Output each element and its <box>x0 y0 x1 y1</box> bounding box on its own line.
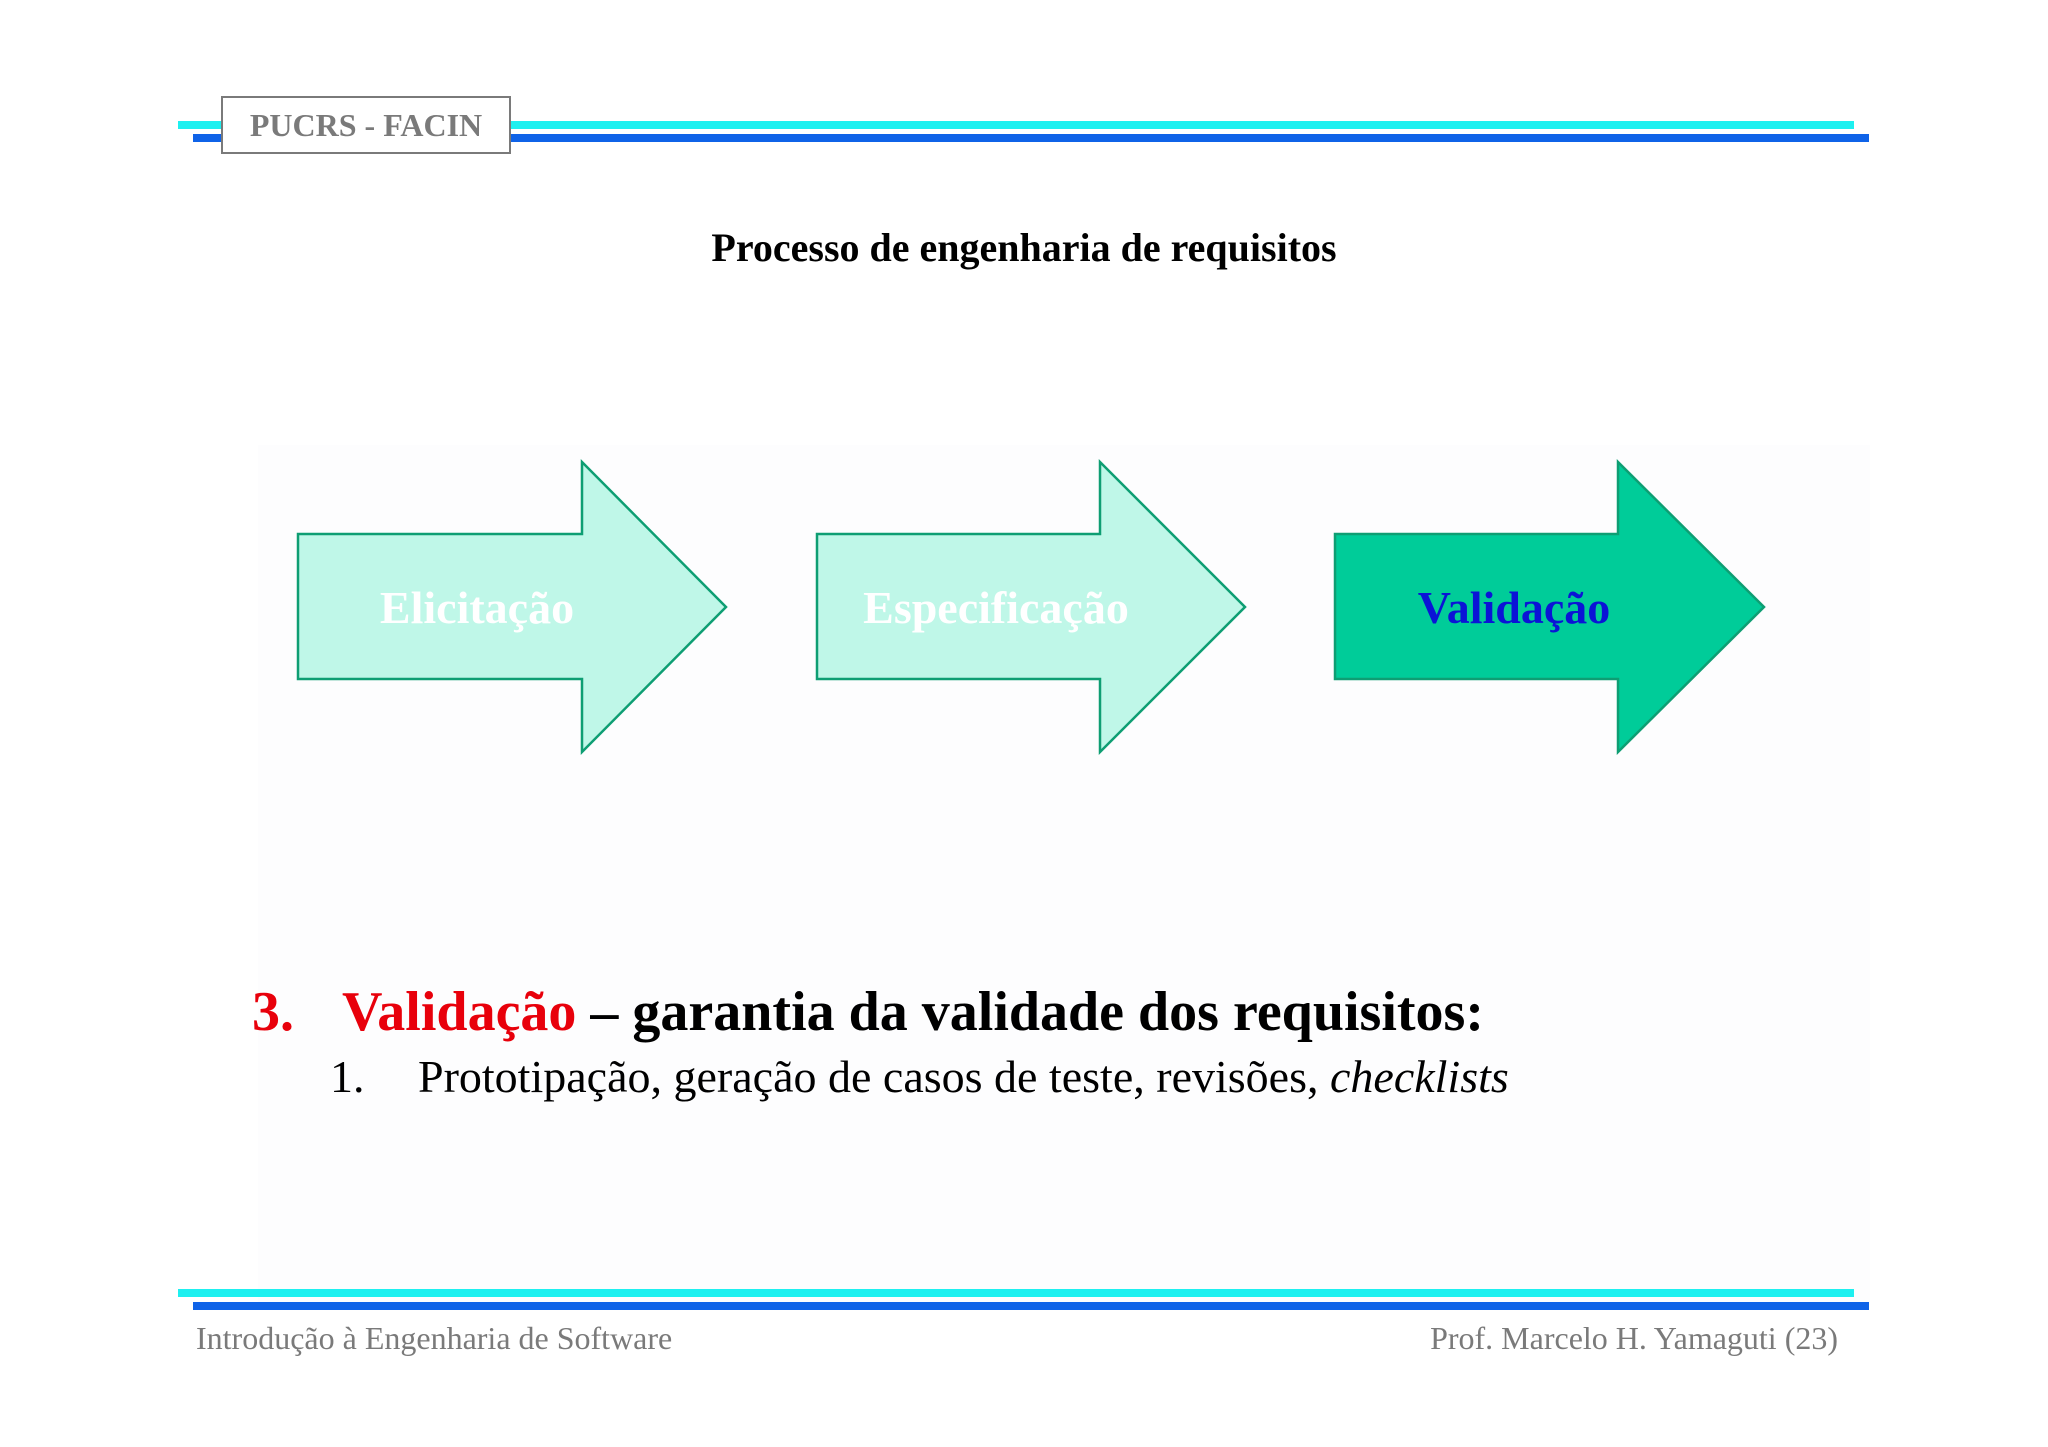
section-keyword: Validação <box>342 981 577 1043</box>
institution-label: PUCRS - FACIN <box>221 96 511 154</box>
process-step-especificacao <box>817 462 1245 752</box>
list-item <box>330 1050 1509 1103</box>
footer-rule-cyan <box>178 1289 1854 1297</box>
list-item-emphasis: checklists <box>1329 1051 1509 1102</box>
process-step-validacao <box>1335 462 1764 752</box>
footer-course-title: Introdução à Engenharia de Software <box>196 1320 673 1356</box>
step-label-elicitacao: Elicitação <box>379 582 575 633</box>
step-label-validacao: Validação <box>1417 582 1611 633</box>
footer-rule-blue <box>193 1302 1869 1310</box>
slide-title: Processo de engenharia de requisitos <box>711 225 1337 270</box>
process-step-elicitacao <box>298 462 726 752</box>
list-item-number: 1. <box>330 1051 365 1102</box>
section-description: – garantia da validade dos requisitos: <box>576 981 1484 1043</box>
list-item-text: Prototipação, geração de casos de teste, revisões, <box>418 1051 1330 1102</box>
section-number: 3. <box>252 981 294 1043</box>
footer-author-page: Prof. Marcelo H. Yamaguti (23) <box>1430 1320 1838 1356</box>
step-label-especificacao: Especificação <box>863 582 1129 633</box>
section-heading <box>252 980 1484 1044</box>
